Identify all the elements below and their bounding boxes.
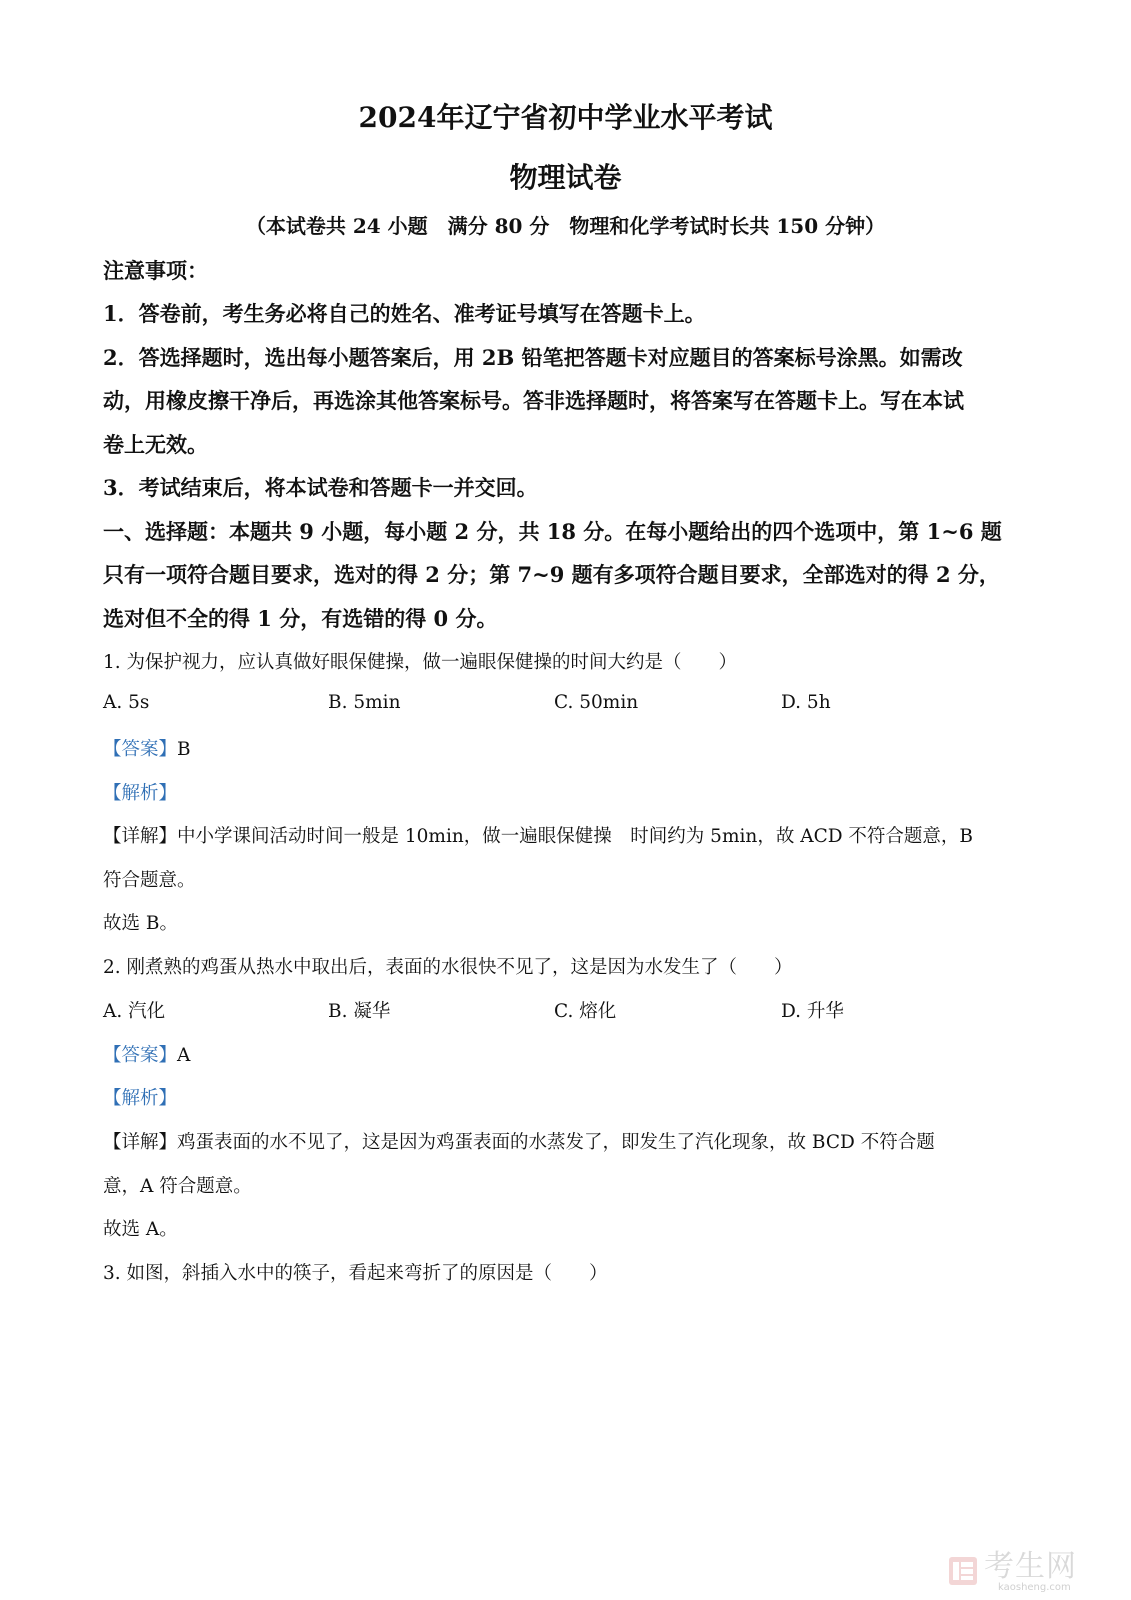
question-2-option-c: C. 熔化: [554, 1001, 617, 1022]
answer-tag: 【答案】: [103, 739, 178, 760]
exam-subtitle: 物理试卷: [509, 161, 622, 194]
section-1-line-3: 选对但不全的得 1 分，有选错的得 0 分。: [103, 606, 498, 631]
question-1-option-a: A. 5s: [103, 692, 150, 713]
notice-heading: 注意事项：: [103, 258, 208, 283]
question-1-stem: 1. 为保护视力，应认真做好眼保健操，做一遍眼保健操的时间大约是（ ）: [103, 652, 738, 673]
question-2-detail-line-2: 意，A 符合题意。: [103, 1176, 252, 1197]
notice-item-3: 3．考试结束后，将本试卷和答题卡一并交回。: [103, 475, 538, 500]
notice-item-2-line-3: 卷上无效。: [103, 432, 208, 457]
question-2-detail-line-1: 【详解】鸡蛋表面的水不见了，这是因为鸡蛋表面的水蒸发了，即发生了汽化现象，故 BCD 不符合题: [103, 1132, 935, 1153]
notice-item-1: 1．答卷前，考生务必将自己的姓名、准考证号填写在答题卡上。: [103, 301, 706, 326]
question-2-conclusion: 故选 A。: [103, 1219, 178, 1240]
watermark-text: 考生网: [984, 1549, 1077, 1584]
answer-value: A: [177, 1045, 191, 1066]
question-1-analysis-tag: 【解析】: [103, 783, 178, 804]
question-2-option-d: D. 升华: [781, 1001, 844, 1022]
question-1-option-d: D. 5h: [781, 692, 831, 713]
notice-item-2-line-2: 动，用橡皮擦干净后，再选涂其他答案标号。答非选择题时，将答案写在答题卡上。写在本试: [103, 388, 964, 413]
watermark-url: kaosheng.com: [998, 1582, 1071, 1593]
answer-tag: 【答案】: [103, 1045, 178, 1066]
kaosheng-watermark: [948, 1549, 1118, 1596]
question-1-option-c: C. 50min: [554, 692, 639, 713]
kaosheng-logo-icon: [948, 1556, 978, 1586]
question-1-detail-line-2: 符合题意。: [103, 870, 196, 891]
section-1-line-2: 只有一项符合题目要求，选对的得 2 分；第 7~9 题有多项符合题目要求，全部选对的得 2 分，: [103, 562, 1000, 587]
question-2-option-b: B. 凝华: [328, 1001, 391, 1022]
notice-item-2-line-1: 2．答选择题时，选出每小题答案后，用 2B 铅笔把答题卡对应题目的答案标号涂黑。如需改: [103, 345, 963, 370]
question-1-detail-line-1: 【详解】中小学课间活动时间一般是 10min，做一遍眼保健操 时间约为 5min，故 ACD 不符合题意，B: [103, 826, 974, 847]
question-3-stem: 3. 如图，斜插入水中的筷子，看起来弯折了的原因是（ ）: [103, 1263, 608, 1284]
question-1-conclusion: 故选 B。: [103, 913, 178, 934]
question-1-answer: [103, 735, 191, 761]
question-2-analysis-tag: 【解析】: [103, 1088, 178, 1109]
answer-value: B: [177, 739, 191, 760]
exam-info: （本试卷共 24 小题 满分 80 分 物理和化学考试时长共 150 分钟）: [245, 214, 886, 238]
question-1-option-b: B. 5min: [328, 692, 401, 713]
question-2-option-a: A. 汽化: [103, 1001, 166, 1022]
section-1-line-1: 一、选择题：本题共 9 小题，每小题 2 分，共 18 分。在每小题给出的四个选项中，第 1~6 题: [103, 519, 1002, 544]
question-2-answer: [103, 1041, 190, 1067]
exam-title: 2024年辽宁省初中学业水平考试: [358, 101, 773, 134]
question-2-stem: 2. 刚煮熟的鸡蛋从热水中取出后，表面的水很快不见了，这是因为水发生了（ ）: [103, 957, 793, 978]
